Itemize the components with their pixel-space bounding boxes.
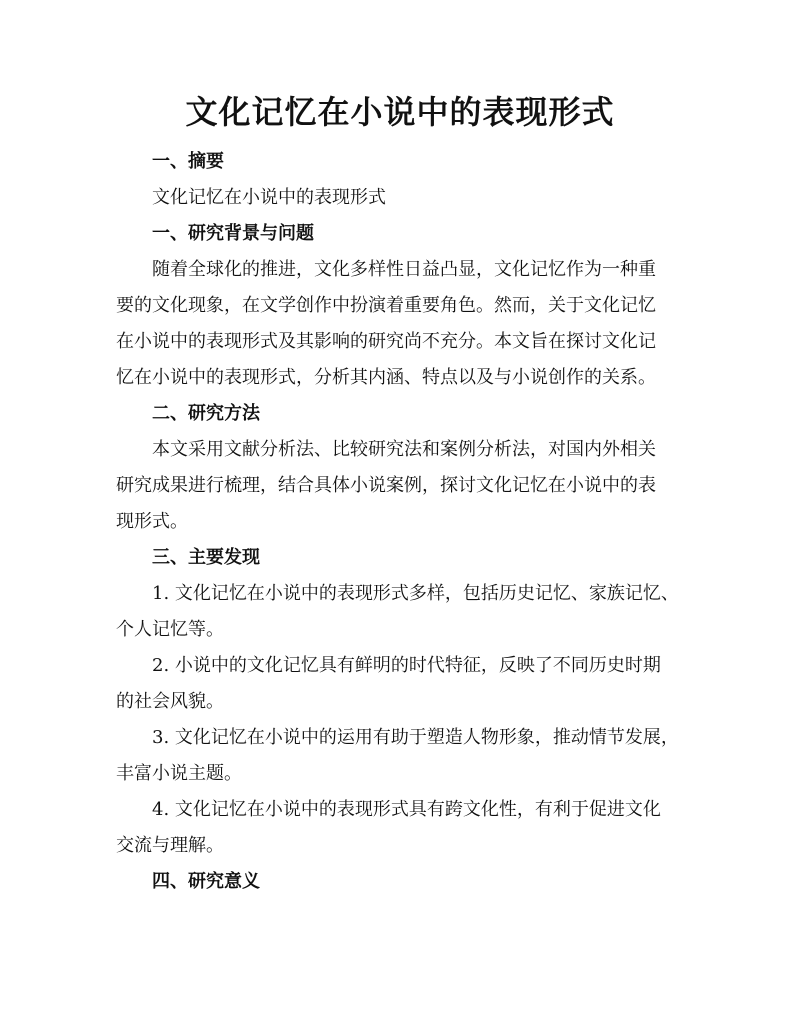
- background-line: 随着全球化的推进，文化多样性日益凸显，文化记忆作为一种重: [152, 259, 656, 280]
- finding-line: 2. 小说中的文化记忆具有鲜明的时代特征，反映了不同历史时期: [152, 655, 661, 676]
- section-heading-background: 一、研究背景与问题: [152, 223, 314, 244]
- background-line: 在小说中的表现形式及其影响的研究尚不充分。本文旨在探讨文化记: [116, 331, 656, 352]
- section-heading-significance: 四、研究意义: [152, 871, 260, 892]
- background-line: 忆在小说中的表现形式，分析其内涵、特点以及与小说创作的关系。: [116, 367, 656, 388]
- methods-line: 现形式。: [116, 511, 188, 532]
- background-line: 要的文化现象，在文学创作中扮演着重要角色。然而，关于文化记忆: [116, 295, 656, 316]
- finding-line: 丰富小说主题。: [116, 763, 242, 784]
- section-heading-abstract: 一、摘要: [152, 151, 224, 172]
- finding-line: 个人记忆等。: [116, 619, 224, 640]
- finding-line: 4. 文化记忆在小说中的表现形式具有跨文化性，有利于促进文化: [152, 799, 661, 820]
- methods-line: 研究成果进行梳理，结合具体小说案例，探讨文化记忆在小说中的表: [116, 475, 656, 496]
- section-heading-methods: 二、研究方法: [152, 403, 260, 424]
- document-title: 文化记忆在小说中的表现形式: [185, 93, 615, 131]
- finding-line: 3. 文化记忆在小说中的运用有助于塑造人物形象，推动情节发展，: [152, 727, 679, 748]
- finding-line: 1. 文化记忆在小说中的表现形式多样，包括历史记忆、家族记忆、: [152, 583, 679, 604]
- finding-line: 交流与理解。: [116, 835, 224, 856]
- abstract-text: 文化记忆在小说中的表现形式: [152, 187, 386, 208]
- finding-line: 的社会风貌。: [116, 691, 224, 712]
- section-heading-findings: 三、主要发现: [152, 547, 260, 568]
- methods-line: 本文采用文献分析法、比较研究法和案例分析法，对国内外相关: [152, 439, 656, 460]
